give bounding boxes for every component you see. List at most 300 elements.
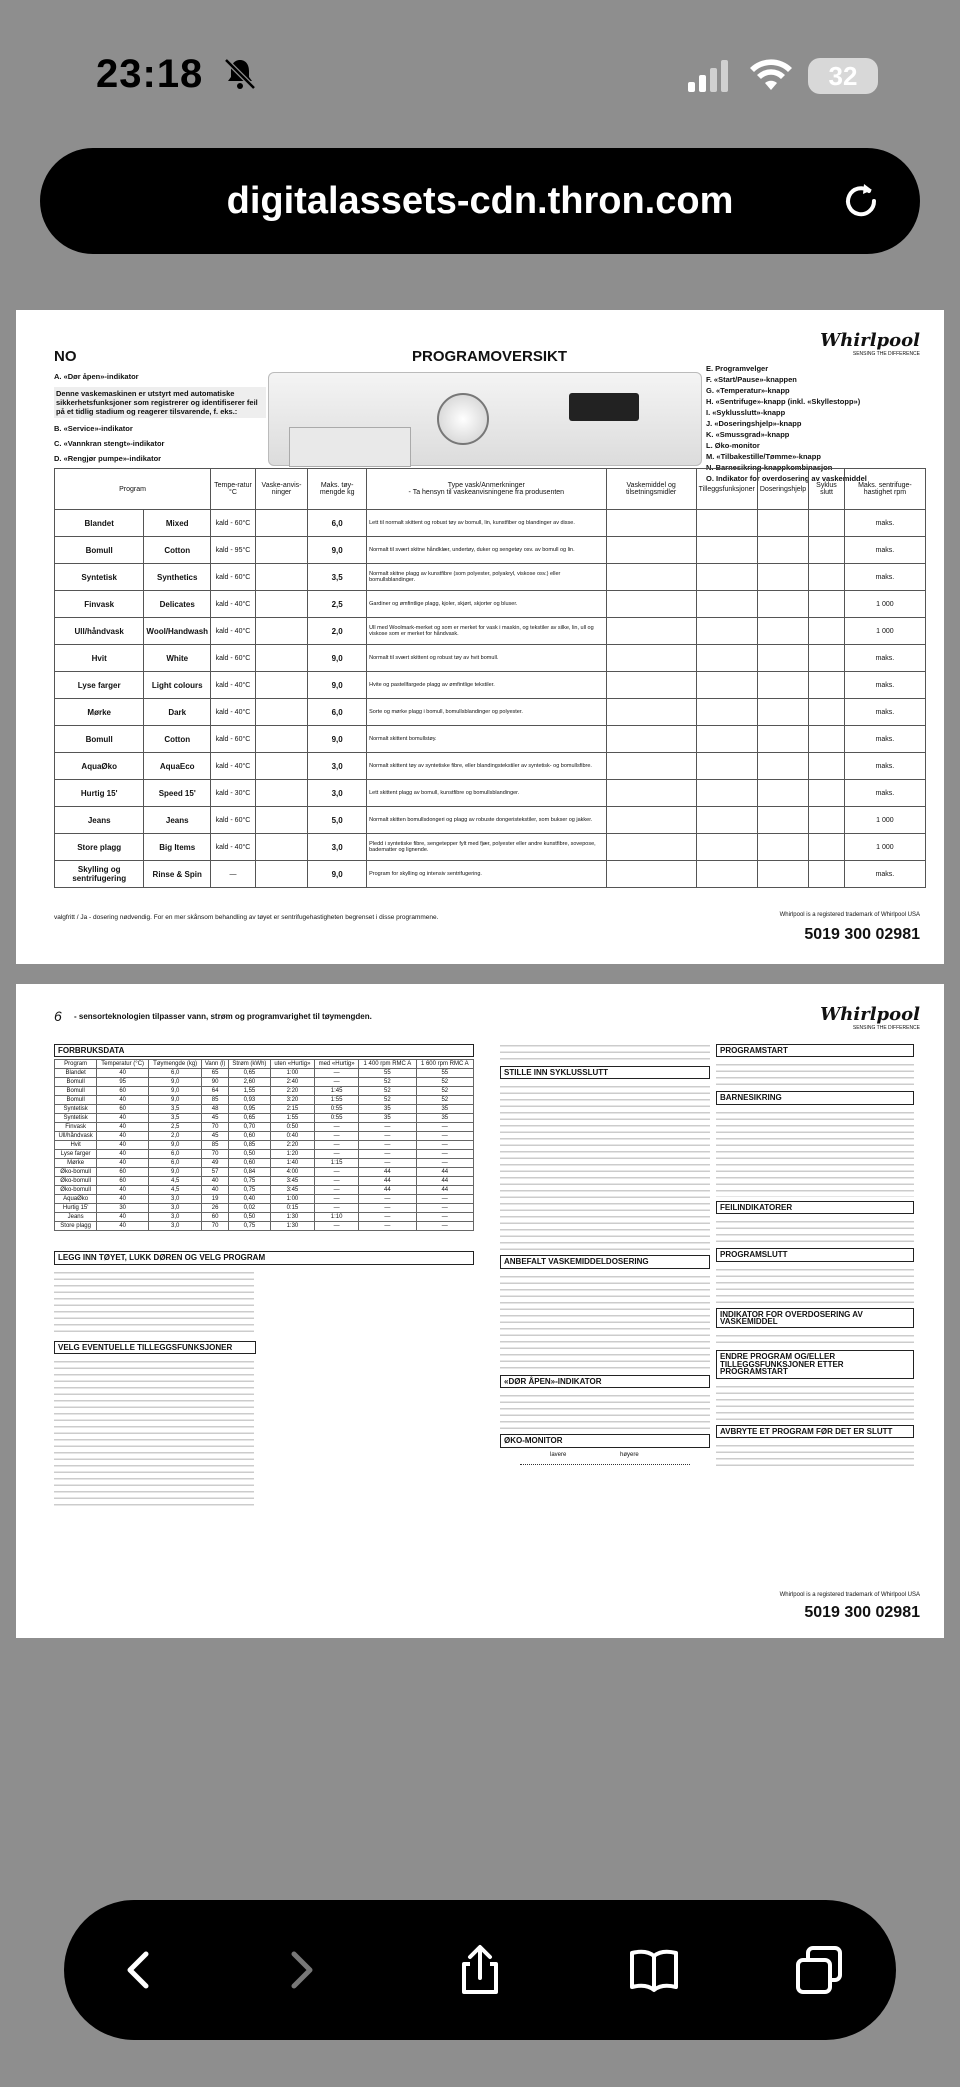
table-cell: Program for skylling og intensiv sentrifugering. bbox=[367, 861, 606, 888]
table-cell: Hurtig 15' bbox=[55, 780, 144, 807]
table-cell: 1:15 bbox=[315, 1159, 359, 1168]
table-row bbox=[55, 861, 926, 888]
symbol-cell bbox=[757, 699, 808, 726]
symbol-cell bbox=[696, 564, 757, 591]
table-cell: 1:45 bbox=[315, 1087, 359, 1096]
cellular-signal-icon bbox=[688, 60, 728, 92]
column-header: Program bbox=[55, 469, 211, 510]
table-cell: 0,50 bbox=[228, 1150, 270, 1159]
table-cell: 1:10 bbox=[315, 1213, 359, 1222]
symbol-cell bbox=[606, 618, 696, 645]
table-cell: Lyse farger bbox=[55, 672, 144, 699]
whirlpool-logo: Whirlpool SENSING THE DIFFERENCE bbox=[820, 330, 920, 357]
symbol-cell bbox=[757, 591, 808, 618]
symbol-cell bbox=[255, 564, 307, 591]
table-cell: AquaEco bbox=[144, 753, 211, 780]
browser-toolbar bbox=[64, 1900, 896, 2040]
table-cell: Blandet bbox=[55, 1069, 97, 1078]
table-cell: 3,0 bbox=[149, 1213, 202, 1222]
table-cell: 60 bbox=[97, 1087, 149, 1096]
table-cell: 44 bbox=[416, 1168, 473, 1177]
table-row bbox=[55, 1195, 474, 1204]
list-item: G. «Temperatur»-knapp bbox=[706, 386, 790, 395]
symbol-cell bbox=[809, 672, 845, 699]
page-heading: - sensorteknologien tilpasser vann, strøm og programvarighet til tøymengden. bbox=[74, 1012, 372, 1021]
symbol-cell bbox=[757, 726, 808, 753]
table-cell: 0,85 bbox=[228, 1141, 270, 1150]
table-cell: Bomull bbox=[55, 537, 144, 564]
symbol-cell bbox=[757, 834, 808, 861]
symbol-cell bbox=[696, 807, 757, 834]
table-row bbox=[55, 807, 926, 834]
table-cell: 40 bbox=[97, 1195, 149, 1204]
table-cell: 0:55 bbox=[315, 1105, 359, 1114]
symbol-cell bbox=[606, 591, 696, 618]
table-cell: 9,0 bbox=[149, 1078, 202, 1087]
table-cell: Lett til normalt skittent og robust tøy av bomull, lin, kunstfiber og blandinger av disse. bbox=[367, 510, 606, 537]
symbol-cell bbox=[606, 510, 696, 537]
table-cell: 0,65 bbox=[228, 1114, 270, 1123]
symbol-cell bbox=[696, 753, 757, 780]
symbol-cell bbox=[757, 537, 808, 564]
program-table bbox=[54, 468, 926, 888]
table-cell: Store plagg bbox=[55, 1222, 97, 1231]
table-cell: Mørke bbox=[55, 699, 144, 726]
table-cell: 52 bbox=[359, 1087, 416, 1096]
table-cell: 0,95 bbox=[228, 1105, 270, 1114]
table-cell: 40 bbox=[97, 1222, 149, 1231]
symbol-cell bbox=[809, 510, 845, 537]
consumption-table bbox=[54, 1059, 474, 1231]
table-cell: kald - 60°C bbox=[211, 564, 256, 591]
symbol-cell bbox=[809, 591, 845, 618]
table-cell: 44 bbox=[359, 1186, 416, 1195]
table-cell: 3,0 bbox=[308, 780, 367, 807]
list-item: E. Programvelger bbox=[706, 364, 769, 373]
left-column bbox=[54, 1040, 474, 1506]
table-cell: — bbox=[359, 1141, 416, 1150]
table-cell: 0,60 bbox=[228, 1132, 270, 1141]
table-cell: 4,5 bbox=[149, 1186, 202, 1195]
table-row bbox=[55, 1177, 474, 1186]
table-cell: 0,84 bbox=[228, 1168, 270, 1177]
table-cell: kald - 40°C bbox=[211, 618, 256, 645]
address-bar[interactable] bbox=[40, 148, 920, 254]
table-cell: 6,0 bbox=[308, 699, 367, 726]
table-cell: 70 bbox=[202, 1150, 229, 1159]
document-page-usage bbox=[16, 984, 944, 1638]
table-row bbox=[55, 1204, 474, 1213]
body-text-placeholder bbox=[716, 1264, 914, 1304]
symbol-cell bbox=[255, 591, 307, 618]
table-cell: — bbox=[315, 1204, 359, 1213]
table-cell: Jeans bbox=[144, 807, 211, 834]
status-time: 23:18 bbox=[96, 52, 204, 96]
table-cell: maks. bbox=[844, 780, 925, 807]
table-row bbox=[55, 1213, 474, 1222]
symbol-cell bbox=[809, 861, 845, 888]
section-heading: INDIKATOR FOR OVERDOSERING AV VASKEMIDDEL bbox=[716, 1308, 914, 1329]
column-header: uten «Hurtig» bbox=[270, 1060, 314, 1069]
table-cell: Big Items bbox=[144, 834, 211, 861]
table-cell: 6,0 bbox=[149, 1159, 202, 1168]
symbol-cell bbox=[606, 726, 696, 753]
table-cell: Syntetisk bbox=[55, 1105, 97, 1114]
symbol-cell bbox=[757, 510, 808, 537]
table-cell: 35 bbox=[359, 1114, 416, 1123]
table-cell: 40 bbox=[97, 1096, 149, 1105]
table-cell: 52 bbox=[359, 1078, 416, 1087]
table-cell: kald - 40°C bbox=[211, 699, 256, 726]
body-text-placeholder bbox=[716, 1216, 914, 1244]
table-cell: 30 bbox=[97, 1204, 149, 1213]
symbol-cell bbox=[696, 510, 757, 537]
table-cell: 0,65 bbox=[228, 1069, 270, 1078]
list-item: D. «Rengjør pumpe»-indikator bbox=[54, 454, 162, 463]
table-cell: 40 bbox=[202, 1186, 229, 1195]
table-cell: 6,0 bbox=[308, 510, 367, 537]
list-item: M. «Tilbakestille/Tømme»-knapp bbox=[706, 452, 821, 461]
table-cell: 0,02 bbox=[228, 1204, 270, 1213]
table-row bbox=[55, 645, 926, 672]
table-row bbox=[55, 1078, 474, 1087]
forward-icon[interactable] bbox=[272, 1942, 328, 1998]
table-cell: 60 bbox=[97, 1168, 149, 1177]
section-heading: ANBEFALT VASKEMIDDELDOSERING bbox=[500, 1255, 710, 1268]
table-cell: 35 bbox=[359, 1105, 416, 1114]
table-cell: 0,75 bbox=[228, 1186, 270, 1195]
table-cell: kald - 60°C bbox=[211, 726, 256, 753]
symbol-cell bbox=[255, 834, 307, 861]
symbol-cell bbox=[696, 834, 757, 861]
table-cell: Finvask bbox=[55, 591, 144, 618]
table-cell: 60 bbox=[97, 1105, 149, 1114]
table-cell: 40 bbox=[97, 1069, 149, 1078]
table-cell: 0,70 bbox=[228, 1123, 270, 1132]
table-cell: Bomull bbox=[55, 1096, 97, 1105]
symbol-cell bbox=[255, 726, 307, 753]
control-panel-illustration bbox=[268, 372, 702, 466]
table-cell: 9,0 bbox=[149, 1087, 202, 1096]
table-row bbox=[55, 753, 926, 780]
language-code: NO bbox=[54, 348, 77, 365]
page-title: PROGRAMOVERSIKT bbox=[412, 348, 568, 365]
table-cell: Sorte og mørke plagg i bomull, bomullsblandinger og polyester. bbox=[367, 699, 606, 726]
table-row bbox=[55, 1114, 474, 1123]
body-text-placeholder bbox=[500, 1271, 710, 1371]
table-cell: 3,5 bbox=[149, 1114, 202, 1123]
list-item: F. «Start/Pause»-knappen bbox=[706, 375, 797, 384]
table-cell: 52 bbox=[416, 1087, 473, 1096]
table-cell: 1 000 bbox=[844, 591, 925, 618]
section-heading: LEGG INN TØYET, LUKK DØREN OG VELG PROGRAM bbox=[54, 1251, 474, 1264]
table-cell: 9,0 bbox=[308, 645, 367, 672]
table-cell: — bbox=[315, 1186, 359, 1195]
table-cell: 1:55 bbox=[270, 1114, 314, 1123]
section-heading: AVBRYTE ET PROGRAM FØR DET ER SLUTT bbox=[716, 1425, 914, 1438]
table-cell: 70 bbox=[202, 1123, 229, 1132]
table-cell: 2,5 bbox=[308, 591, 367, 618]
table-cell: Mørke bbox=[55, 1159, 97, 1168]
symbol-cell bbox=[255, 672, 307, 699]
symbol-cell bbox=[696, 780, 757, 807]
table-cell: — bbox=[416, 1195, 473, 1204]
table-cell: maks. bbox=[844, 699, 925, 726]
table-cell: Hurtig 15' bbox=[55, 1204, 97, 1213]
table-cell: maks. bbox=[844, 861, 925, 888]
table-cell: 64 bbox=[202, 1087, 229, 1096]
table-cell: — bbox=[315, 1195, 359, 1204]
table-cell: maks. bbox=[844, 645, 925, 672]
symbol-cell bbox=[255, 618, 307, 645]
whirlpool-logo: Whirlpool SENSING THE DIFFERENCE bbox=[820, 1004, 920, 1031]
table-cell: AquaØko bbox=[55, 1195, 97, 1204]
table-cell: 6,0 bbox=[149, 1069, 202, 1078]
table-cell: Normalt til svært skitne håndklær, undertøy, duker og sengetøy osv. av bomull og lin. bbox=[367, 537, 606, 564]
trademark-text: Whirlpool is a registered trademark of Whirlpool USA bbox=[779, 1592, 920, 1598]
body-text-placeholder bbox=[500, 1081, 710, 1251]
table-cell: 5,0 bbox=[308, 807, 367, 834]
column-header: Vaskemiddel og tilsetningsmidler bbox=[606, 469, 696, 510]
symbol-cell bbox=[757, 807, 808, 834]
table-cell: 0:40 bbox=[270, 1132, 314, 1141]
body-text-placeholder bbox=[716, 1381, 914, 1421]
symbol-cell bbox=[255, 699, 307, 726]
control-legend-list bbox=[706, 364, 926, 485]
symbol-cell bbox=[255, 861, 307, 888]
table-cell: — bbox=[359, 1150, 416, 1159]
table-cell: — bbox=[416, 1123, 473, 1132]
table-cell: 1 000 bbox=[844, 618, 925, 645]
table-row bbox=[55, 591, 926, 618]
table-row bbox=[55, 1168, 474, 1177]
symbol-cell bbox=[809, 699, 845, 726]
table-cell: Hvit bbox=[55, 645, 144, 672]
table-cell: — bbox=[416, 1222, 473, 1231]
page-number: 6 bbox=[54, 1008, 62, 1024]
table-cell: — bbox=[416, 1141, 473, 1150]
symbol-cell bbox=[757, 645, 808, 672]
table-cell: 45 bbox=[202, 1132, 229, 1141]
table-cell: — bbox=[315, 1150, 359, 1159]
body-text-placeholder bbox=[716, 1107, 914, 1197]
table-cell: 2,0 bbox=[308, 618, 367, 645]
symbol-cell bbox=[696, 537, 757, 564]
table-row bbox=[55, 510, 926, 537]
table-cell: 45 bbox=[202, 1114, 229, 1123]
table-cell: 44 bbox=[359, 1168, 416, 1177]
table-cell: 1:20 bbox=[270, 1150, 314, 1159]
reload-icon[interactable] bbox=[838, 178, 884, 224]
table-cell: kald - 40°C bbox=[211, 834, 256, 861]
bookmarks-icon[interactable] bbox=[626, 1942, 682, 1998]
table-cell: 40 bbox=[97, 1123, 149, 1132]
table-cell: 95 bbox=[97, 1078, 149, 1087]
table-row bbox=[55, 618, 926, 645]
symbol-cell bbox=[809, 645, 845, 672]
table-cell: 1:55 bbox=[315, 1096, 359, 1105]
table-row bbox=[55, 1132, 474, 1141]
section-heading: PROGRAMSLUTT bbox=[716, 1248, 914, 1261]
symbol-cell bbox=[809, 780, 845, 807]
table-cell: 9,0 bbox=[149, 1096, 202, 1105]
list-item: L. Øko-monitor bbox=[706, 441, 760, 450]
table-cell: 1,55 bbox=[228, 1087, 270, 1096]
table-cell: 35 bbox=[416, 1114, 473, 1123]
table-row bbox=[55, 726, 926, 753]
table-cell: 44 bbox=[416, 1186, 473, 1195]
column-header: Type vask/Anmerkninger - Ta hensyn til vaskeanvisningene fra produsenten bbox=[367, 469, 606, 510]
table-cell: 85 bbox=[202, 1141, 229, 1150]
symbol-cell bbox=[696, 645, 757, 672]
table-cell: 52 bbox=[416, 1096, 473, 1105]
column-header: Maks. tøy-mengde kg bbox=[308, 469, 367, 510]
table-row bbox=[55, 564, 926, 591]
symbol-cell bbox=[696, 861, 757, 888]
table-cell: — bbox=[416, 1204, 473, 1213]
url-text[interactable]: digitalassets-cdn.thron.com bbox=[226, 180, 734, 222]
table-cell: 1 000 bbox=[844, 834, 925, 861]
table-cell: 44 bbox=[359, 1177, 416, 1186]
body-text-placeholder bbox=[716, 1059, 914, 1087]
table-cell: 9,0 bbox=[308, 537, 367, 564]
table-cell: Gardiner og ømfintlige plagg, kjoler, skjørt, skjorter og bluser. bbox=[367, 591, 606, 618]
table-cell: kald - 40°C bbox=[211, 591, 256, 618]
tabs-icon[interactable] bbox=[792, 1942, 848, 1998]
column-header: med «Hurtig» bbox=[315, 1060, 359, 1069]
back-icon[interactable] bbox=[112, 1942, 168, 1998]
list-item: C. «Vannkran stengt»-indikator bbox=[54, 439, 165, 448]
table-cell: — bbox=[315, 1177, 359, 1186]
column-header: 1 400 rpm RMC A bbox=[359, 1060, 416, 1069]
symbol-cell bbox=[606, 699, 696, 726]
symbol-cell bbox=[757, 861, 808, 888]
symbol-cell bbox=[696, 618, 757, 645]
table-cell: Rinse & Spin bbox=[144, 861, 211, 888]
table-cell: — bbox=[315, 1222, 359, 1231]
table-cell: kald - 95°C bbox=[211, 537, 256, 564]
table-cell: Cotton bbox=[144, 537, 211, 564]
eco-label-high: høyere bbox=[620, 1451, 639, 1458]
section-heading: ENDRE PROGRAM OG/ELLER TILLEGGSFUNKSJONER ETTER PROGRAMSTART bbox=[716, 1350, 914, 1378]
table-row bbox=[55, 780, 926, 807]
symbol-cell bbox=[757, 780, 808, 807]
table-cell: — bbox=[359, 1123, 416, 1132]
table-cell: Normalt skitten bomullsdongeri og plagg av robuste dongeristekstiler, som bukser og jakker. bbox=[367, 807, 606, 834]
table-cell: Cotton bbox=[144, 726, 211, 753]
table-row bbox=[55, 1186, 474, 1195]
wifi-icon bbox=[748, 58, 794, 92]
symbol-cell bbox=[606, 861, 696, 888]
table-cell: 2,60 bbox=[228, 1078, 270, 1087]
table-cell: Delicates bbox=[144, 591, 211, 618]
table-cell: 4:00 bbox=[270, 1168, 314, 1177]
table-row bbox=[55, 1096, 474, 1105]
table-cell: kald - 60°C bbox=[211, 510, 256, 537]
table-cell: 3:20 bbox=[270, 1096, 314, 1105]
table-cell: 65 bbox=[202, 1069, 229, 1078]
list-item: K. «Smussgrad»-knapp bbox=[706, 430, 790, 439]
table-cell: 52 bbox=[359, 1096, 416, 1105]
table-cell: Normalt skittent bomullstøy. bbox=[367, 726, 606, 753]
column-header: Tøymengde (kg) bbox=[149, 1060, 202, 1069]
symbol-cell bbox=[606, 564, 696, 591]
table-cell: 6,0 bbox=[149, 1150, 202, 1159]
table-cell: kald - 60°C bbox=[211, 807, 256, 834]
table-cell: 2:20 bbox=[270, 1141, 314, 1150]
table-cell: Bomull bbox=[55, 1087, 97, 1096]
table-row bbox=[55, 1069, 474, 1078]
symbol-cell bbox=[696, 726, 757, 753]
table-cell: 40 bbox=[97, 1132, 149, 1141]
table-cell: 52 bbox=[416, 1078, 473, 1087]
table-cell: — bbox=[315, 1168, 359, 1177]
table-cell: Syntetisk bbox=[55, 564, 144, 591]
symbol-cell bbox=[606, 645, 696, 672]
section-heading: FORBRUKSDATA bbox=[54, 1044, 474, 1057]
table-cell: maks. bbox=[844, 726, 925, 753]
table-cell: Light colours bbox=[144, 672, 211, 699]
symbol-cell bbox=[696, 591, 757, 618]
table-row bbox=[55, 1141, 474, 1150]
table-cell: — bbox=[315, 1078, 359, 1087]
column-header: 1 600 rpm RMC A bbox=[416, 1060, 473, 1069]
table-cell: 40 bbox=[97, 1114, 149, 1123]
table-cell: 0:55 bbox=[315, 1114, 359, 1123]
display-panel bbox=[569, 393, 639, 421]
table-cell: 40 bbox=[97, 1150, 149, 1159]
program-selector-dial bbox=[437, 393, 489, 445]
table-cell: Hvit bbox=[55, 1141, 97, 1150]
table-cell: 0:50 bbox=[270, 1123, 314, 1132]
table-row bbox=[55, 1150, 474, 1159]
detergent-drawer bbox=[289, 427, 411, 467]
table-cell: — bbox=[315, 1069, 359, 1078]
symbol-cell bbox=[606, 672, 696, 699]
table-cell: 1:40 bbox=[270, 1159, 314, 1168]
section-heading: PROGRAMSTART bbox=[716, 1044, 914, 1057]
list-item: Denne vaskemaskinen er utstyrt med automatiske sikkerhetsfunksjoner som registrerer og identifiserer feil på et tidlig stadium og reagerer tilsvarende, f. eks.: bbox=[54, 387, 266, 418]
battery-indicator: 32 bbox=[808, 58, 878, 94]
symbol-cell bbox=[696, 699, 757, 726]
table-cell: 0,75 bbox=[228, 1222, 270, 1231]
table-cell: — bbox=[359, 1195, 416, 1204]
table-row bbox=[55, 1159, 474, 1168]
table-cell: — bbox=[416, 1150, 473, 1159]
symbol-cell bbox=[606, 537, 696, 564]
indicator-list bbox=[54, 372, 266, 469]
table-cell: 3,5 bbox=[308, 564, 367, 591]
symbol-cell bbox=[606, 753, 696, 780]
table-cell: Bomull bbox=[55, 726, 144, 753]
table-cell: kald - 60°C bbox=[211, 645, 256, 672]
table-cell: maks. bbox=[844, 672, 925, 699]
symbol-cell bbox=[809, 564, 845, 591]
table-cell: 3,0 bbox=[308, 753, 367, 780]
table-cell: 40 bbox=[97, 1213, 149, 1222]
eco-label-low: lavere bbox=[550, 1451, 567, 1458]
table-cell: Øko-bomull bbox=[55, 1186, 97, 1195]
table-cell: 2,0 bbox=[149, 1132, 202, 1141]
table-row bbox=[55, 834, 926, 861]
share-icon[interactable] bbox=[452, 1942, 508, 1998]
table-cell: White bbox=[144, 645, 211, 672]
column-header: Vann (l) bbox=[202, 1060, 229, 1069]
table-cell: 3:45 bbox=[270, 1177, 314, 1186]
table-cell: — bbox=[359, 1204, 416, 1213]
table-row bbox=[55, 699, 926, 726]
symbol-cell bbox=[757, 618, 808, 645]
